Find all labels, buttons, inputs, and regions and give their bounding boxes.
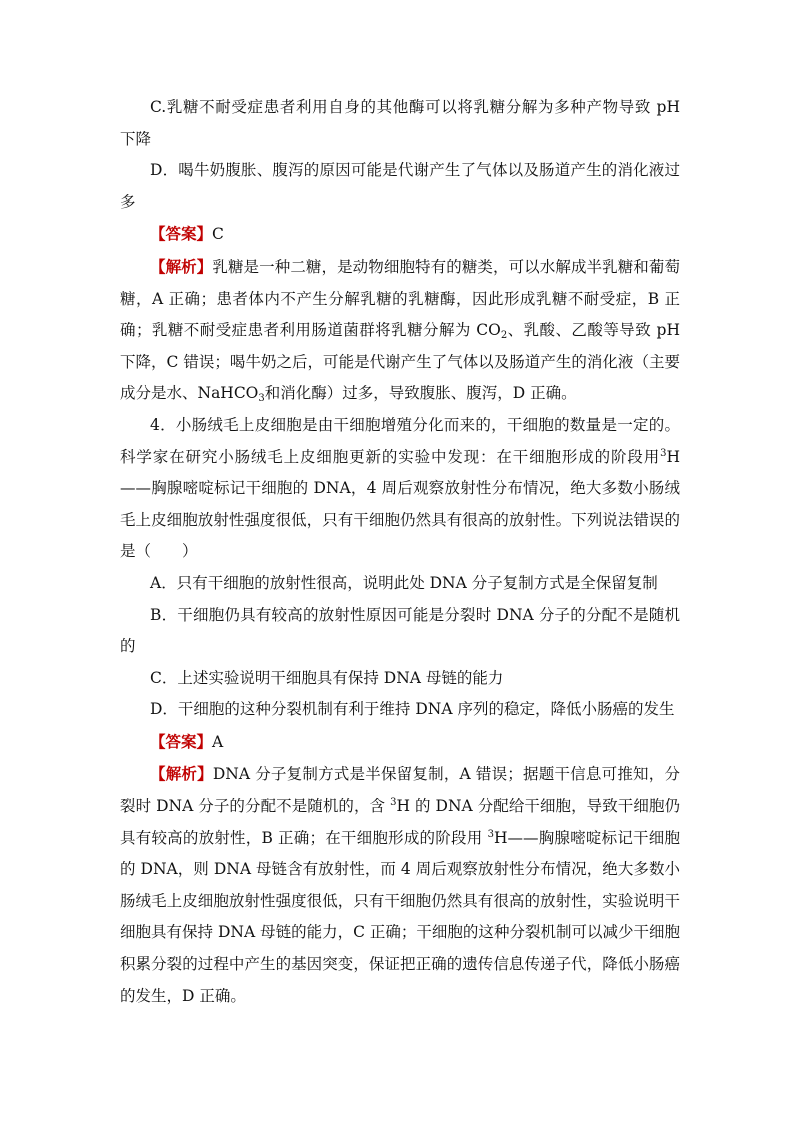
prev-option-c: C.乳糖不耐受症患者利用自身的其他酶可以将乳糖分解为多种产物导致 pH 下降 [120, 98, 680, 148]
superscript: 3 [487, 828, 494, 840]
q4-option-a: A．只有干细胞的放射性很高，说明此处 DNA 分子复制方式是全保留复制 [150, 573, 658, 592]
analysis-text: 、乳酸、乙酸等导致 pH 下降，C 错误；喝牛奶之后，可能是代谢产生了气体以及肠道产生的消化液（主要成分是水、NaHCO [120, 321, 680, 403]
answer-value: A [212, 732, 224, 751]
superscript: 3 [660, 447, 667, 459]
stem-text: H——胸腺嘧啶标记干细胞的 DNA，4 周后观察放射性分布情况，绝大多数小肠绒毛上皮细胞放射性强度很低，只有干细胞仍然具有很高的放射性。下列说法错误的是（ ） [120, 447, 680, 561]
q4-option-b: B．干细胞仍具有较高的放射性原因可能是分裂时 DNA 分子的分配不是随机的 [120, 605, 680, 656]
analysis-text: H——胸腺嘧啶标记干细胞的 DNA，则 DNA 母链含有放射性，而 4 周后观察放射性分布情况，绝大多数小肠绒毛上皮细胞放射性强度很低，只有干细胞仍然具有很高的放射性，实验说明干细胞具有保持 DNA 母链的能力，C 正确；干细胞的这种分裂机制可以减少干细胞积累分裂的过程中产生的基因突变，保证把正确的遗传信息传递子代，降低小肠癌的发生，D 正确。 [120, 828, 680, 1005]
prev-answer [120, 218, 680, 251]
q4-option-c: C．上述实验说明干细胞具有保持 DNA 母链的能力 [150, 668, 504, 687]
analysis-text: 乳糖是一种二糖，是动物细胞特有的糖类，可以水解成半乳糖和葡萄糖，A 正确；患者体内不产生分解乳糖的乳糖酶，因此形成乳糖不耐受症，B 正确；乳糖不耐受症患者利用肠道菌群将乳糖分解为 CO [120, 257, 680, 340]
answer-value: C [212, 225, 224, 244]
question-4-stem [120, 410, 680, 568]
q4-analysis [120, 758, 680, 1012]
answer-tag: 【答案】 [150, 731, 213, 751]
answer-tag: 【答案】 [150, 224, 213, 244]
analysis-text: DNA 分子复制方式是半保留复制，A 错误；据题干信息可推知，分裂时 DNA 分子的分配不是随机的，含 [120, 765, 680, 816]
q4-answer [120, 726, 680, 759]
analysis-tag: 【解析】 [150, 764, 213, 784]
prev-analysis [120, 251, 680, 410]
subscript: 3 [258, 393, 265, 405]
document-page [120, 92, 680, 1012]
analysis-text: 和消化酶）过多，导致腹胀、腹泻，D 正确。 [264, 384, 577, 403]
stem-text: 4．小肠绒毛上皮细胞是由干细胞增殖分化而来的，干细胞的数量是一定的。科学家在研究小肠绒毛上皮细胞更新的实验中发现：在干细胞形成的阶段用 [120, 415, 680, 466]
analysis-tag: 【解析】 [150, 256, 213, 276]
analysis-text: H 的 DNA 分配给干细胞，导致干细胞仍具有较高的放射性，B 正确；在干细胞形成的阶段用 [120, 797, 681, 847]
subscript: 2 [500, 330, 508, 342]
q4-option-d: D．干细胞的这种分裂机制有利于维持 DNA 序列的稳定，降低小肠癌的发生 [150, 700, 675, 719]
superscript: 3 [390, 797, 397, 809]
prev-option-d: D．喝牛奶腹胀、腹泻的原因可能是代谢产生了气体以及肠道产生的消化液过多 [120, 161, 680, 211]
